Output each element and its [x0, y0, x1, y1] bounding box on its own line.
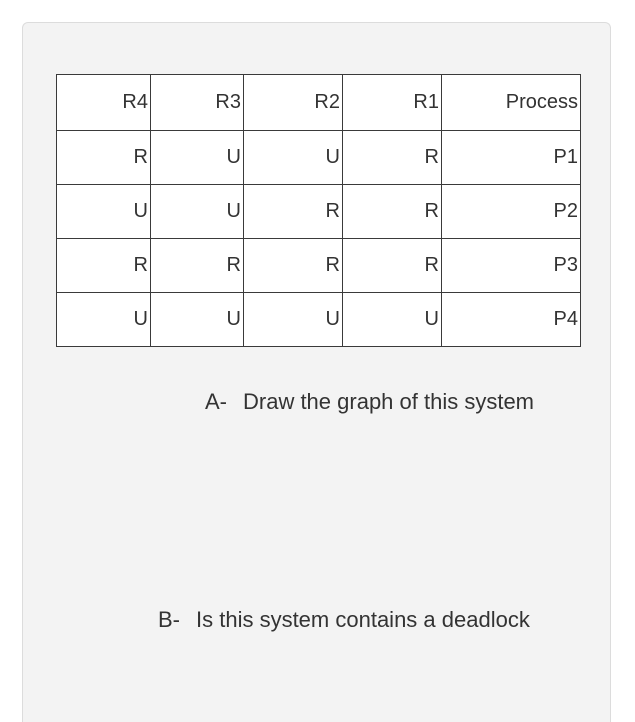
- table-cell: R: [244, 239, 343, 293]
- table-cell: R: [244, 185, 343, 239]
- question-a-text: Draw the graph of this system: [243, 389, 535, 414]
- question-b-text: Is this system contains a deadlock: [196, 607, 530, 632]
- table-cell: P4: [442, 293, 581, 347]
- table-cell: U: [151, 185, 244, 239]
- table-cell: U: [57, 293, 151, 347]
- table-cell: R: [57, 131, 151, 185]
- table-cell: U: [244, 293, 343, 347]
- table-cell: R: [151, 239, 244, 293]
- table-cell: U: [57, 185, 151, 239]
- table-cell: R: [57, 239, 151, 293]
- question-b: [158, 607, 530, 633]
- table-cell: U: [343, 293, 442, 347]
- question-a-tag: A-: [205, 389, 227, 414]
- header-r2: R2: [244, 75, 343, 131]
- table-cell: R: [343, 131, 442, 185]
- table-cell: R: [343, 239, 442, 293]
- table-row: [57, 185, 581, 239]
- question-a: [205, 389, 534, 415]
- header-r3: R3: [151, 75, 244, 131]
- header-process: Process: [442, 75, 581, 131]
- table-cell: U: [151, 131, 244, 185]
- table-row: [57, 293, 581, 347]
- table-header-row: [57, 75, 581, 131]
- table-cell: R: [343, 185, 442, 239]
- table-cell: P3: [442, 239, 581, 293]
- table-cell: U: [151, 293, 244, 347]
- table-cell: U: [244, 131, 343, 185]
- allocation-table: [56, 74, 581, 347]
- table-row: [57, 239, 581, 293]
- table-cell: P1: [442, 131, 581, 185]
- table-row: [57, 131, 581, 185]
- table-cell: P2: [442, 185, 581, 239]
- header-r1: R1: [343, 75, 442, 131]
- question-b-tag: B-: [158, 607, 180, 632]
- header-r4: R4: [57, 75, 151, 131]
